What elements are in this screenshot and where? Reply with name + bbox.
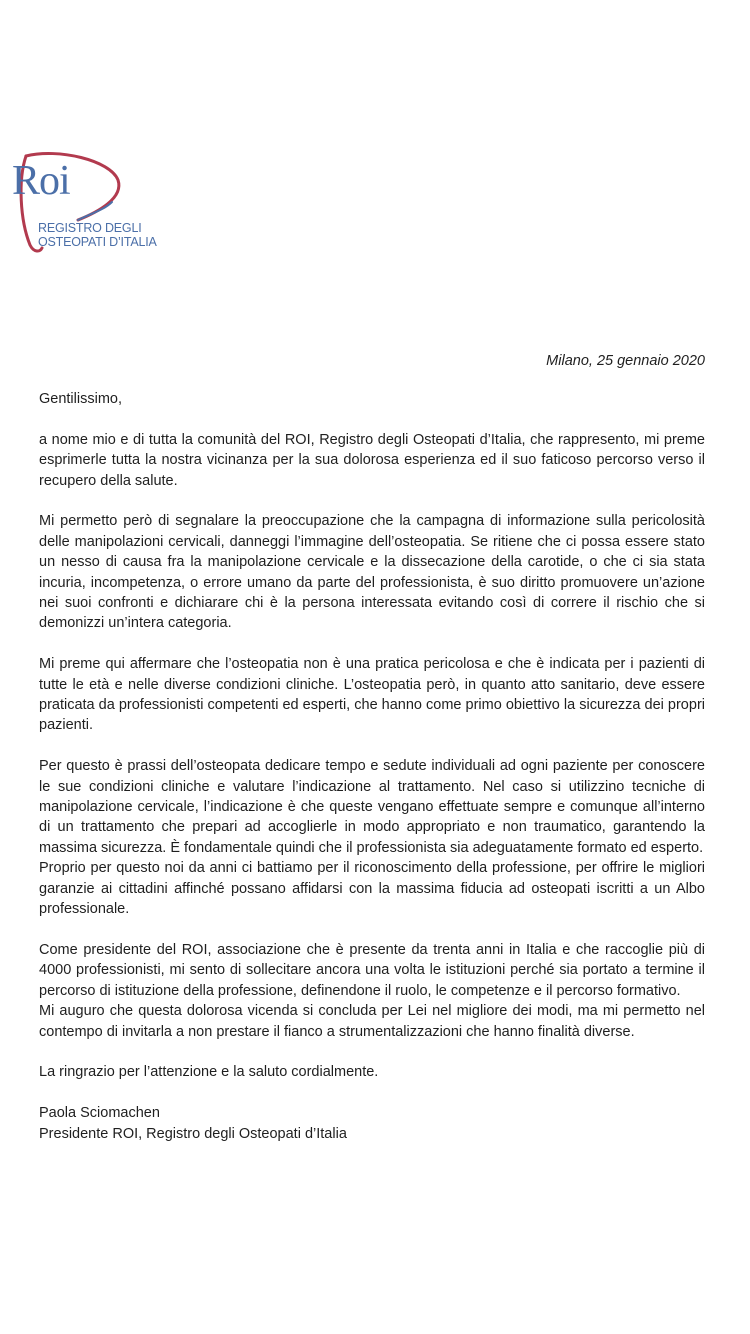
signature-title: Presidente ROI, Registro degli Osteopati d’Italia (39, 1125, 347, 1142)
closing-line: La ringrazio per l’attenzione e la saluto cordialmente. (39, 1064, 379, 1081)
logo-wordmark: Roi (12, 158, 70, 204)
letter-date: Milano, 25 gennaio 2020 (546, 353, 705, 369)
salutation: Gentilissimo, (39, 391, 122, 407)
logo-subtitle-line1: REGISTRO DEGLI (38, 221, 142, 235)
paragraph: Per questo è prassi dell’osteopata dedicare tempo e sedute individuali ad ogni paziente per conoscere le sue condizioni cliniche e valutare l’indicazione al trattamento. Nel caso si utilizzino tecniche di manipolazione cervicale, l’indicazione è che queste vengano effettuate sempre e comunque all’interno di un trattamento che prepari ad accoglierle in modo appropriato e non traumatico, garantendo la massima sicurezza. È fondamentale quindi che il professionista sia adeguatamente formato ed esperto. (39, 758, 705, 856)
paragraph: Proprio per questo noi da anni ci battiamo per il riconoscimento della professione, per offrire le migliori garanzie ai cittadini affinché possano affidarsi con la massima fiducia ad osteopati iscritti a un Albo professionale. (39, 860, 705, 918)
signature-name: Paola Sciomachen (39, 1105, 160, 1122)
paragraph: Mi permetto però di segnalare la preoccupazione che la campagna di informazione sulla pericolosità delle manipolazioni cervicali, danneggi l’immagine dell’osteopatia. Se ritiene che ci possa essere stato un nesso di causa fra la manipolazione cervicale e la dissecazione della carotide, o che ci sia stata incuria, incompetenza, o errore umano da parte del professionista, è suo diritto promuovere un’azione nei suoi confronti e dichiarare chi è la persona interessata evitando così di correre il rischio che si demonizzi un’intera categoria. (39, 513, 705, 632)
paragraph: a nome mio e di tutta la comunità del ROI, Registro degli Osteopati d’Italia, che rappresento, mi preme esprimerle tutta la nostra vicinanza per la sua dolorosa esperienza ed il suo faticoso percorso verso il recupero della salute. (39, 431, 705, 489)
paragraph: Mi auguro che questa dolorosa vicenda si concluda per Lei nel migliore dei modi, ma mi permetto nel contempo di invitarla a non prestare il fianco a strumentalizzazioni che hanno finalità diverse. (39, 1003, 705, 1040)
logo-subtitle-line2: OSTEOPATI D’ITALIA (38, 235, 157, 249)
letter-body (39, 389, 705, 1144)
paragraph: Come presidente del ROI, associazione che è presente da trenta anni in Italia e che raccoglie più di 4000 professionisti, mi sento di sollecitare ancora una volta le istituzioni perché sia portato a termine il percorso di istituzione della professione, definendone il ruolo, le competenze e il percorso formativo. (39, 941, 705, 999)
paragraph: Mi preme qui affermare che l’osteopatia non è una pratica pericolosa e che è indicata per i pazienti di tutte le età e nelle diverse condizioni cliniche. L’osteopatia però, in quanto atto sanitario, deve essere praticata da professionisti competenti ed esperti, che hanno come primo obiettivo la sicurezza dei propri pazienti. (39, 656, 705, 734)
